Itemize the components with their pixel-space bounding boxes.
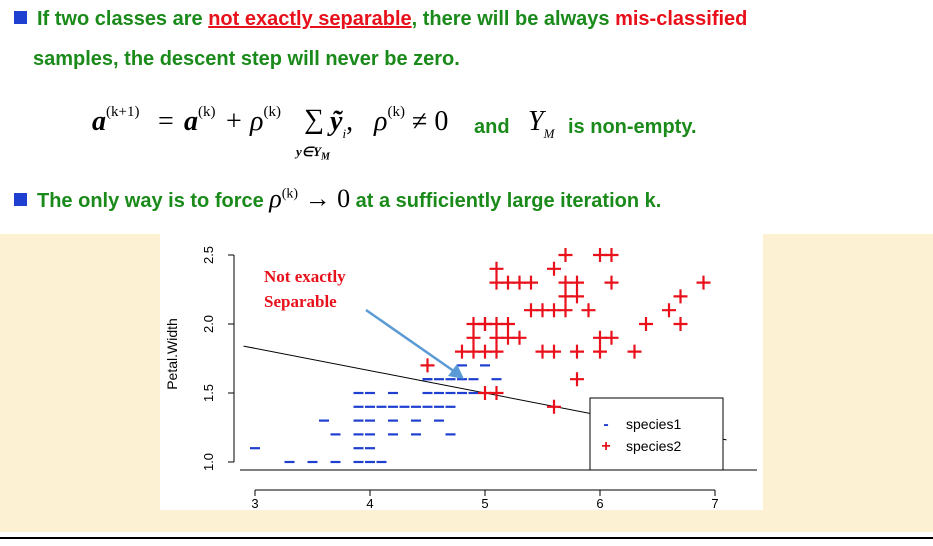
update-equation: $a^{(k+1)}$ = $a^{(k)}$ + $\rho^{(k)}$ ∑ $y\in Y_M$ ỹ$_i$, $\rho^{(k)} \ne 0$ and $Y_M$ is non-empty.: [92, 104, 697, 163]
point-species2: [559, 289, 573, 303]
legend-symbol: +: [601, 438, 611, 455]
legend-symbol: -: [603, 416, 609, 433]
point-species2: [559, 303, 573, 317]
scatter-plot: [160, 234, 763, 510]
x-tick-label: 5: [481, 496, 489, 510]
bullet-line-3: The only way is to force $\rho^{(k)} \to 0$ at a sufficiently large iteration k.: [14, 184, 661, 214]
y-tick-label: 2.0: [201, 314, 216, 334]
point-species2: [605, 276, 619, 290]
y-axis-label: Petal.Width: [164, 318, 180, 390]
annotation-line-1: Not exactly: [264, 267, 346, 286]
bullet-line-2: samples, the descent step will never be zero.: [33, 48, 460, 70]
point-species2: [582, 303, 596, 317]
point-species2: [513, 331, 527, 345]
point-species2: [524, 303, 538, 317]
point-species2: [697, 276, 711, 290]
point-species2: [501, 317, 515, 331]
point-species2: [490, 386, 504, 400]
bullet-square-icon: [14, 11, 27, 24]
point-species2: [570, 372, 584, 386]
highlight-not-separable: not exactly separable: [208, 8, 412, 30]
point-species2: [455, 345, 469, 359]
point-species2: [559, 276, 573, 290]
point-species2: [467, 317, 481, 331]
point-species2: [639, 317, 653, 331]
point-species2: [524, 276, 538, 290]
y-tick-label: 1.0: [201, 452, 216, 472]
x-tick-label: 3: [251, 496, 259, 510]
x-tick-label: 7: [711, 496, 719, 510]
point-species2: [605, 248, 619, 262]
y-tick-label: 1.5: [201, 383, 216, 403]
y-tick-label: 2.5: [201, 245, 216, 265]
bullet-line-1: If two classes are not exactly separable, there will be always mis-classified: [14, 8, 747, 31]
bottom-rule: [0, 537, 933, 539]
point-species2: [547, 400, 561, 414]
point-species2: [674, 289, 688, 303]
bullet-square-icon: [14, 193, 27, 206]
point-species2: [421, 358, 435, 372]
point-species2: [467, 331, 481, 345]
point-species2: [570, 345, 584, 359]
legend-box: [590, 398, 723, 470]
point-species2: [662, 303, 676, 317]
legend-label: species2: [626, 438, 682, 454]
x-tick-label: 6: [596, 496, 604, 510]
point-species2: [628, 345, 642, 359]
x-tick-label: 4: [366, 496, 374, 510]
point-species2: [593, 345, 607, 359]
point-species2: [547, 345, 561, 359]
legend-label: species1: [626, 416, 682, 432]
point-species2: [547, 262, 561, 276]
annotation-arrow: [366, 310, 458, 374]
annotation-line-2: Separable: [264, 292, 337, 311]
highlight-misclassified: mis-classified: [615, 8, 748, 30]
point-species2: [559, 248, 573, 262]
point-species2: [593, 331, 607, 345]
point-species2: [490, 262, 504, 276]
point-species2: [490, 345, 504, 359]
point-species2: [674, 317, 688, 331]
